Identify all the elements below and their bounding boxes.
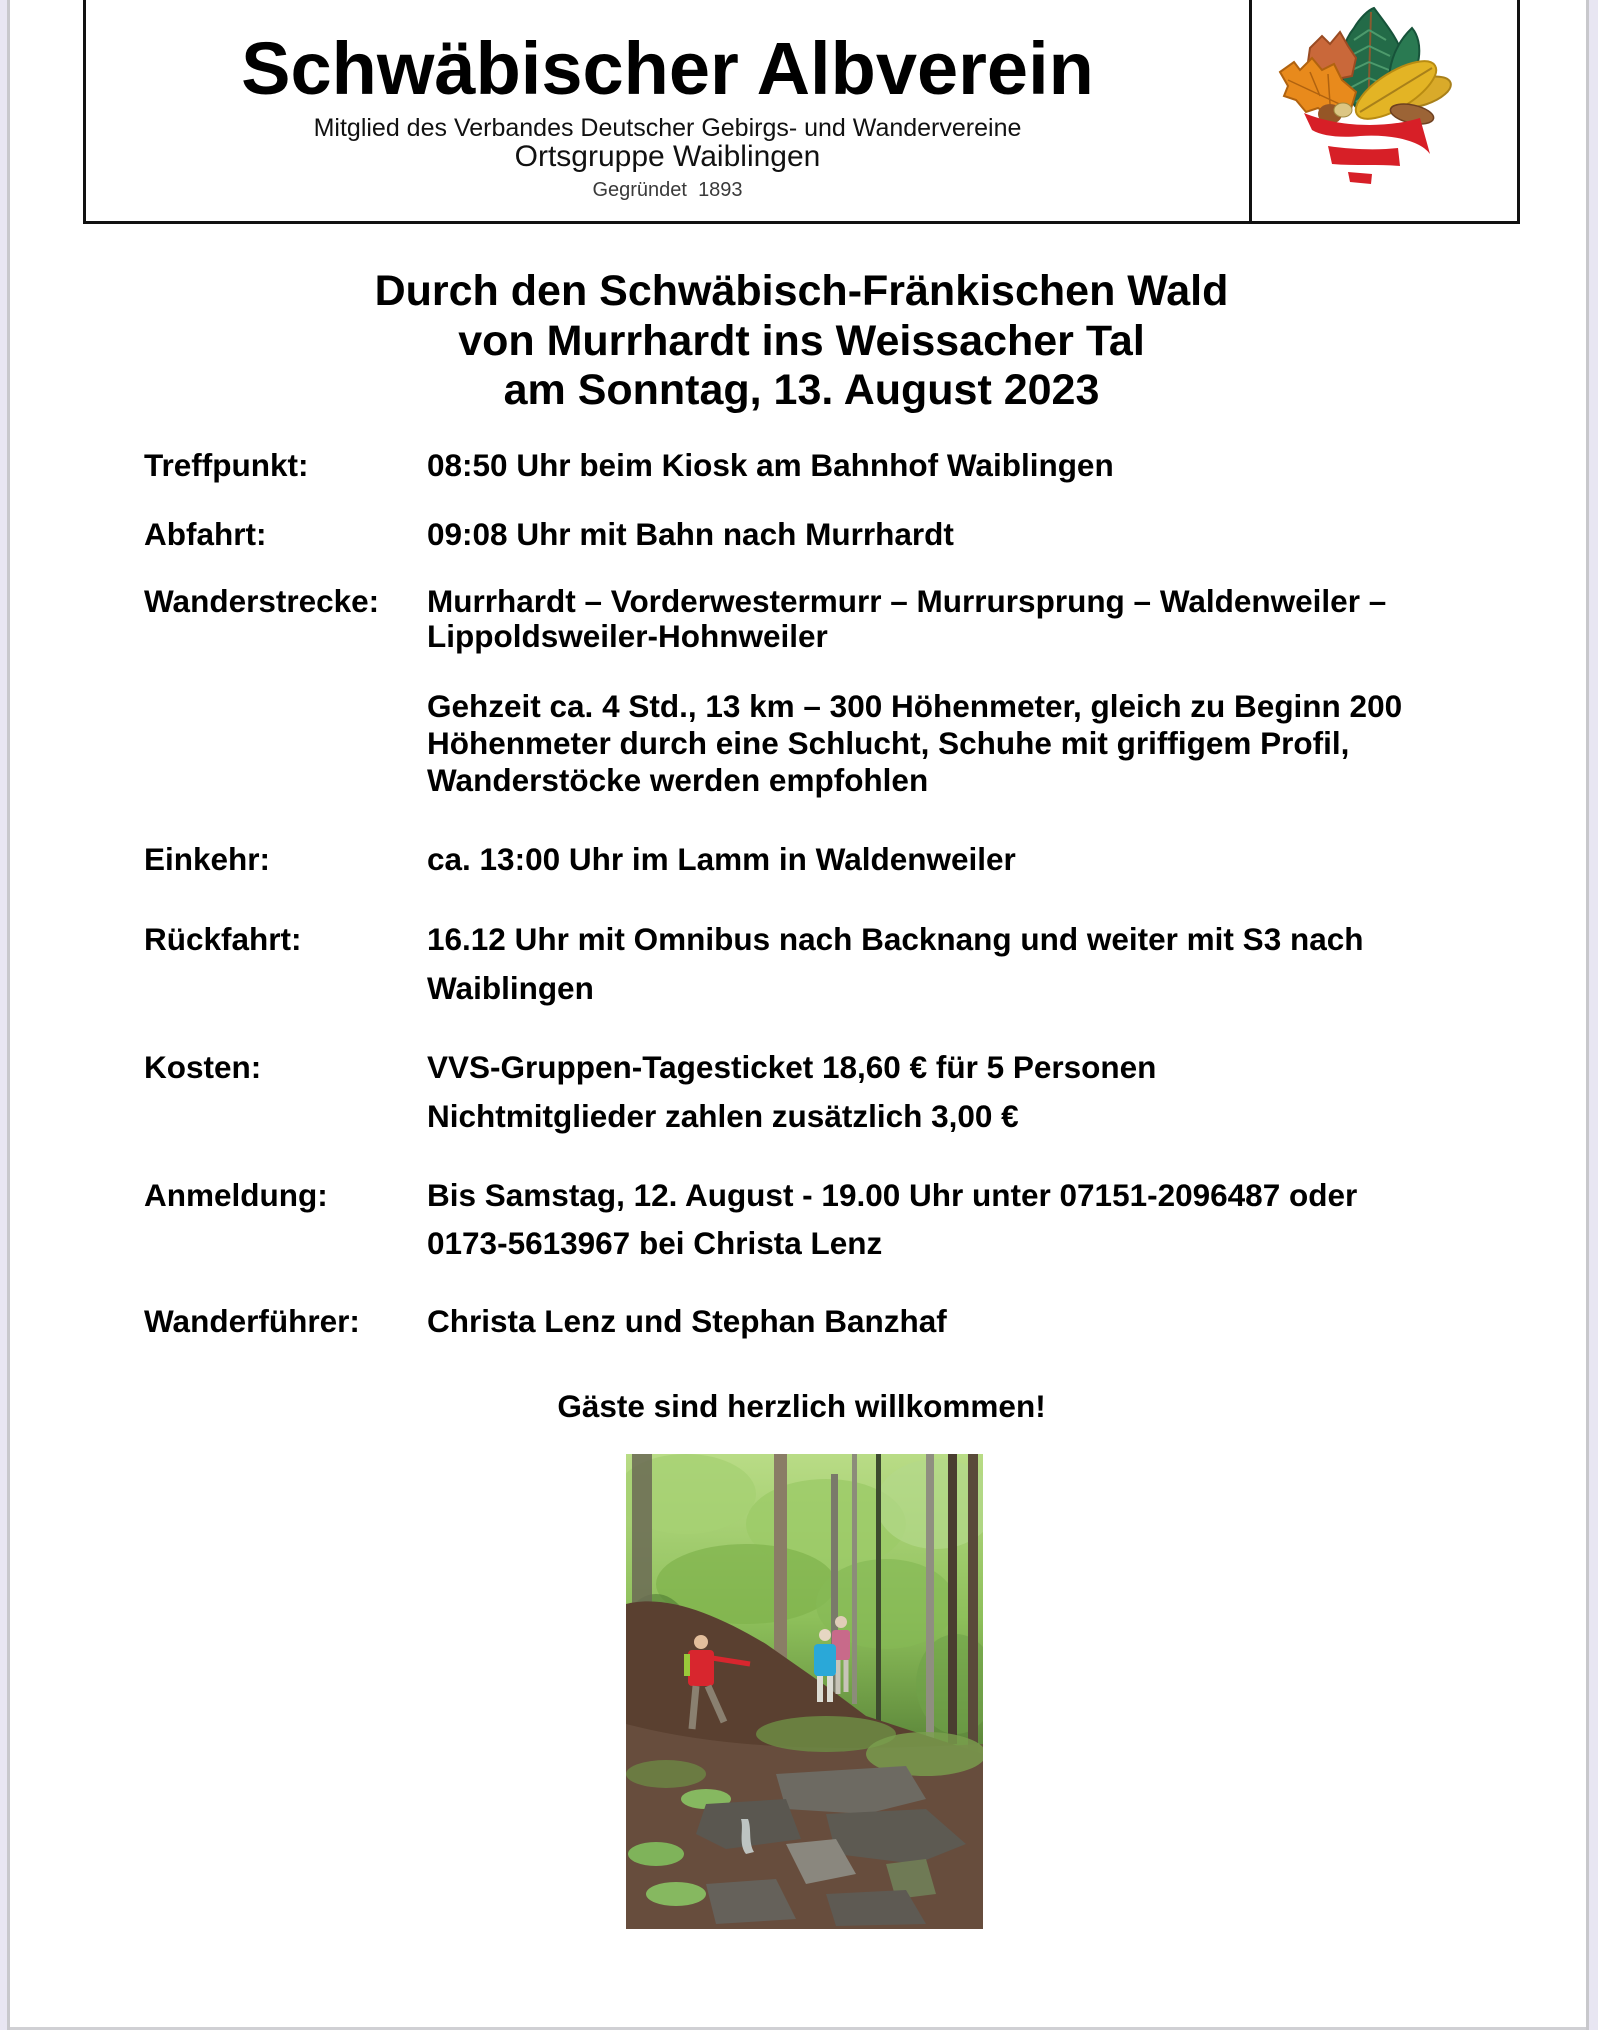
red-ribbon [1304,113,1430,184]
detail-row-guides [0,1303,1580,1339]
headline-date: am Sonntag, 13. August 2023 [503,366,1100,414]
detail-label: Kosten: [144,1049,262,1085]
detail-row-meeting-point [0,447,1580,483]
detail-row-costs [0,1043,1580,1134]
window-border-left [7,0,10,2030]
detail-value [427,1303,947,1339]
detail-row-route [0,583,1580,654]
letterhead-divider [1249,0,1252,222]
window-edge-left [0,0,7,2030]
detail-line: VVS-Gruppen-Tagesticket 18,60 € für 5 Personen [427,1049,1157,1085]
detail-line: 09:08 Uhr mit Bahn nach Murrhardt [427,516,954,552]
detail-label: Abfahrt: [144,516,267,552]
detail-line: Wanderstöcke werden empfohlen [427,762,929,798]
detail-row-route-note [0,688,1580,798]
headline-line: von Murrhardt ins Weissacher Tal [458,316,1145,365]
detail-label: Einkehr: [144,841,271,877]
detail-line: Bis Samstag, 12. August - 19.00 Uhr unter 07151-2096487 oder [427,1177,1358,1213]
detail-line: Christa Lenz und Stephan Banzhaf [427,1303,947,1339]
detail-value [427,516,954,552]
window-edge-right [1589,0,1598,2030]
guests-welcome: Gäste sind herzlich willkommen! [557,1388,1046,1424]
detail-row-return [0,915,1580,1006]
route-note [427,688,1402,799]
organization-name: Schwäbischer Albverein [241,27,1094,110]
albverein-leaf-emblem-icon [1270,0,1460,195]
detail-label: Wanderführer: [144,1303,360,1339]
detail-label: Wanderstrecke: [144,583,380,619]
detail-line: Murrhardt – Vorderwestermurr – Murrursprung – Waldenweiler – [427,583,1387,619]
detail-line: 08:50 Uhr beim Kiosk am Bahnhof Waiblingen [427,447,1114,483]
detail-line: Gehzeit ca. 4 Std., 13 km – 300 Höhenmeter, gleich zu Beginn 200 [427,688,1403,724]
detail-line: Waiblingen [427,970,594,1006]
detail-line: Nichtmitglieder zahlen zusätzlich 3,00 € [427,1098,1019,1134]
detail-line: 0173-5613967 bei Christa Lenz [427,1225,883,1261]
detail-label: Treffpunkt: [144,447,309,483]
detail-value [427,1043,1156,1141]
detail-line: ca. 13:00 Uhr im Lamm in Waldenweiler [427,841,1016,877]
detail-line: 16.12 Uhr mit Omnibus nach Backnang und weiter mit S3 nach [427,921,1364,957]
detail-label: Anmeldung: [144,1177,328,1213]
founded-year: Gegründet 1893 [592,179,743,201]
detail-label: Rückfahrt: [144,921,302,957]
detail-line: Höhenmeter durch eine Schlucht, Schuhe mit griffigem Profil, [427,725,1350,761]
detail-row-registration [0,1171,1580,1261]
forest-hikers-photo [626,1454,983,1929]
detail-value [427,1171,1357,1267]
detail-value [427,915,1363,1013]
membership-line: Mitglied des Verbandes Deutscher Gebirgs- und Wandervereine [313,114,1022,142]
detail-value [427,584,1386,654]
event-headline [84,267,1519,416]
local-group: Ortsgruppe Waiblingen [514,140,821,173]
headline-line: Durch den Schwäbisch-Fränkischen Wald [374,267,1229,315]
letterhead [86,0,1249,221]
detail-value [427,447,1114,483]
detail-value [427,841,1016,877]
detail-row-departure [0,516,1580,552]
detail-line: Lippoldsweiler-Hohnweiler [427,618,828,654]
detail-row-stopover [0,841,1580,877]
